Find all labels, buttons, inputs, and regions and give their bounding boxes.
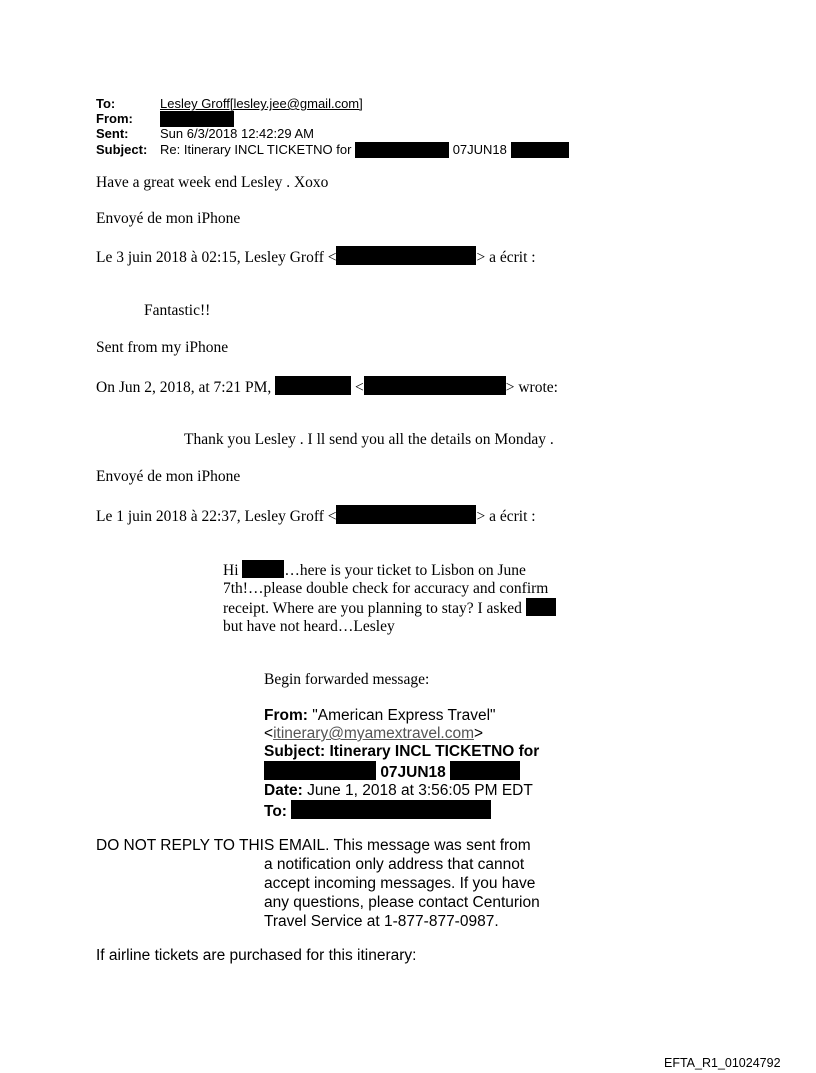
subject-label: Subject: xyxy=(96,142,148,157)
redaction-block xyxy=(291,800,491,819)
document-id: EFTA_R1_01024792 xyxy=(664,1056,781,1070)
quote-header-suffix: > wrote: xyxy=(505,379,558,396)
quote-header-suffix: > a écrit : xyxy=(476,508,536,525)
notice-line: any questions, please contact Centurion xyxy=(264,894,540,911)
to-value[interactable]: Lesley Groff[lesley.jee@gmail.com] xyxy=(160,96,363,111)
to-label: To: xyxy=(96,96,116,111)
redaction-block xyxy=(450,761,520,780)
hi-prefix: Hi xyxy=(223,562,239,579)
hi-line1-rest: …here is your ticket to Lisbon on June xyxy=(284,562,526,579)
from-label: From: xyxy=(96,111,133,126)
quote-header-prefix: Le 1 juin 2018 à 22:37, Lesley Groff < xyxy=(96,508,337,525)
quote-header xyxy=(96,246,536,267)
notice-line: DO NOT REPLY TO THIS EMAIL. This message was sent from xyxy=(96,837,531,854)
forward-subject-row-2 xyxy=(264,761,539,782)
forward-begin: Begin forwarded message: xyxy=(264,671,430,688)
forward-from-row xyxy=(264,707,539,725)
signature: Sent from my iPhone xyxy=(96,339,229,356)
quote-header-prefix: Le 3 juin 2018 à 02:15, Lesley Groff < xyxy=(96,249,337,266)
message-line: Fantastic!! xyxy=(144,302,211,319)
redaction-block xyxy=(336,505,476,524)
hi-paragraph xyxy=(223,560,556,636)
redaction-block xyxy=(355,142,449,158)
hi-line xyxy=(223,598,556,618)
message-line: Thank you Lesley . I ll send you all the details on Monday . xyxy=(184,431,554,448)
airline-line: If airline tickets are purchased for this itinerary: xyxy=(96,947,417,964)
sent-label: Sent: xyxy=(96,126,129,141)
forward-header xyxy=(264,707,539,821)
redaction-block xyxy=(264,761,376,780)
hi-line: but have not heard…Lesley xyxy=(223,618,395,635)
angle-open: < xyxy=(264,725,274,742)
notice-line: accept incoming messages. If you have xyxy=(264,875,536,892)
header-from-row xyxy=(96,111,234,127)
header-sent-row xyxy=(96,127,314,141)
notice-line: Travel Service at 1-877-877-0987. xyxy=(264,913,499,930)
redaction-block xyxy=(364,376,506,395)
forward-email-row xyxy=(264,725,539,743)
notice-line: a notification only address that cannot xyxy=(264,856,525,873)
subject-prefix: Re: Itinerary INCL TICKETNO for xyxy=(160,142,352,157)
forward-date-value: June 1, 2018 at 3:56:05 PM EDT xyxy=(307,782,533,799)
quote-header xyxy=(96,376,558,397)
quote-header-prefix: On Jun 2, 2018, at 7:21 PM, xyxy=(96,379,272,396)
redaction-block xyxy=(275,376,351,395)
redaction-block xyxy=(336,246,476,265)
forward-from-label: From: xyxy=(264,707,308,724)
signature: Envoyé de mon iPhone xyxy=(96,210,241,227)
subject-date: 07JUN18 xyxy=(452,142,507,157)
redaction-block xyxy=(526,598,556,616)
forward-to-label: To: xyxy=(264,803,287,820)
redaction-block xyxy=(242,560,284,578)
quote-header xyxy=(96,505,536,526)
angle-close: > xyxy=(473,725,484,742)
forward-to-row xyxy=(264,800,539,821)
angle-bracket: < xyxy=(355,379,364,396)
header-subject-row xyxy=(96,142,569,158)
forward-subject-row: Subject: Itinerary INCL TICKETNO for xyxy=(264,743,540,760)
forward-date-row xyxy=(264,782,539,800)
forward-subject-date: 07JUN18 xyxy=(380,764,446,781)
forward-email-link[interactable]: itinerary@myamextravel.com xyxy=(273,725,474,742)
hi-line: 7th!…please double check for accuracy and confirm xyxy=(223,580,549,597)
sent-value: Sun 6/3/2018 12:42:29 AM xyxy=(160,126,314,141)
forward-date-label: Date: xyxy=(264,782,303,799)
message-line: Have a great week end Lesley . Xoxo xyxy=(96,174,329,191)
hi-line xyxy=(223,560,556,580)
quote-header-suffix: > a écrit : xyxy=(476,249,536,266)
redaction-block xyxy=(511,142,569,158)
signature: Envoyé de mon iPhone xyxy=(96,468,241,485)
forward-from-name: "American Express Travel" xyxy=(312,707,496,724)
redaction-block xyxy=(160,111,234,127)
header-to-row xyxy=(96,97,363,111)
hi-line3-text: receipt. Where are you planning to stay? I asked xyxy=(223,600,522,617)
